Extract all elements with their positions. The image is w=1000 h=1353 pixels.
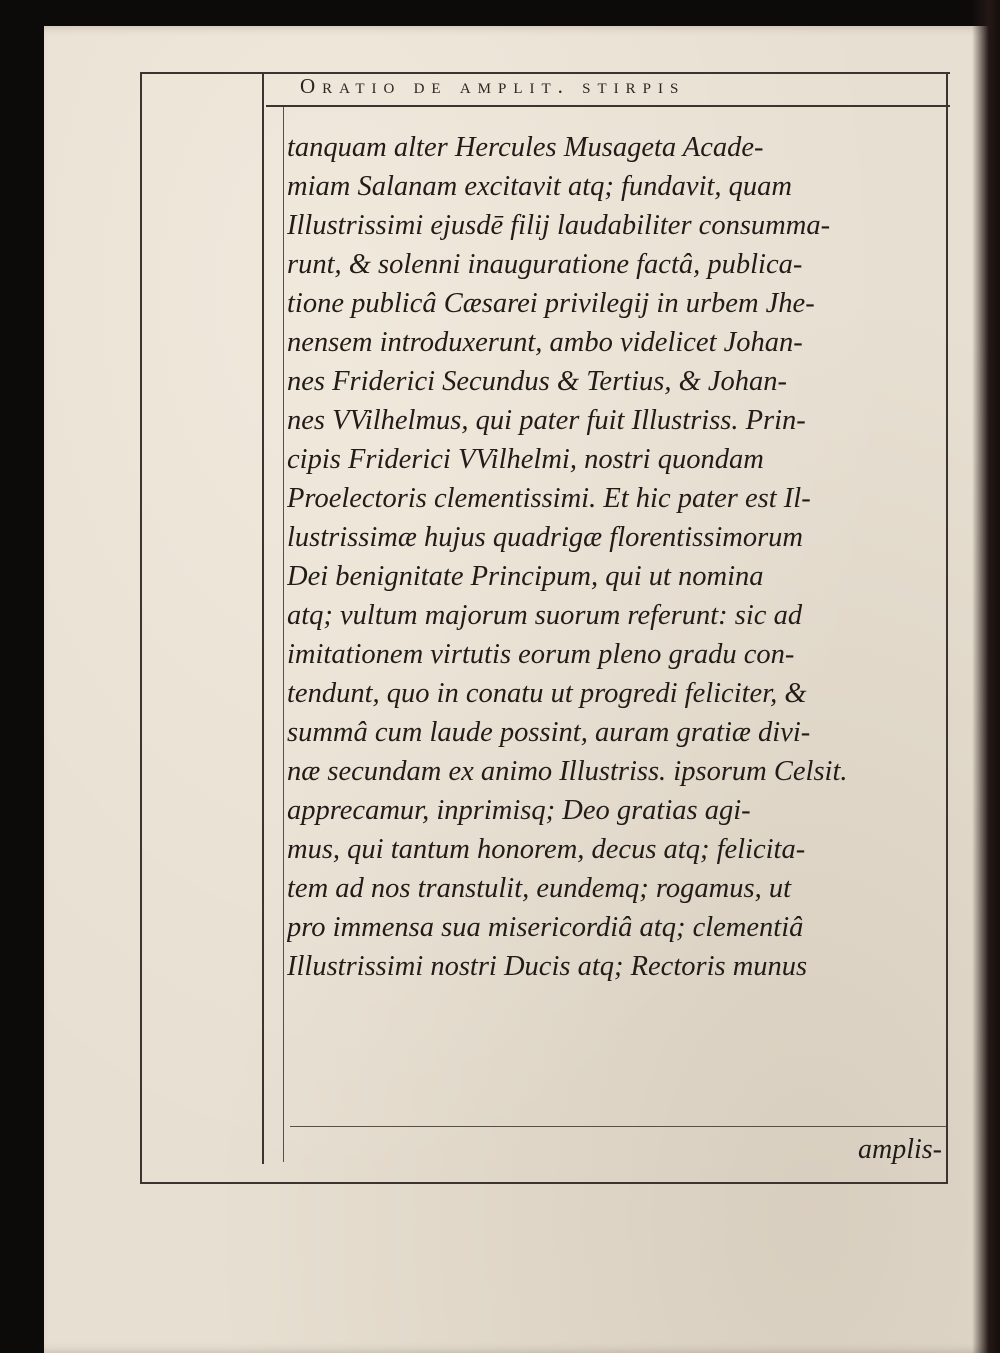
text-line: tione publicâ Cæsarei privilegij in urbem Jhe- <box>287 288 815 319</box>
text-line: miam Salanam excitavit atq; fundavit, quam <box>287 171 792 202</box>
inner-rule-left <box>262 74 264 1164</box>
text-line: nes VVilhelmus, qui pater fuit Illustriss. Prin- <box>287 405 806 436</box>
running-head: Oratio de amplit. stirpis <box>300 74 686 98</box>
page-edge-shadow <box>972 0 1000 1353</box>
text-line: Dei benignitate Principum, qui ut nomina <box>287 561 764 592</box>
text-line: nes Friderici Secundus & Tertius, & Johan- <box>287 366 788 397</box>
text-line: pro immensa sua misericordiâ atq; clementiâ <box>287 912 804 943</box>
text-line: tem ad nos transtulit, eundemq; rogamus, ut <box>287 873 792 904</box>
text-line: Illustrissimi nostri Ducis atq; Rectoris munus <box>287 951 808 982</box>
text-line: summâ cum laude possint, auram gratiæ divi- <box>287 717 811 748</box>
text-line: tendunt, quo in conatu ut progredi feliciter, & <box>287 678 807 709</box>
text-line: cipis Friderici VVilhelmi, nostri quondam <box>287 444 764 475</box>
text-line: Proelectoris clementissimi. Et hic pater est Il- <box>287 483 811 514</box>
text-line: imitationem virtutis eorum pleno gradu con- <box>287 639 795 670</box>
header-rule-bottom <box>266 105 950 107</box>
body-text <box>287 128 955 986</box>
text-line: lustrissimæ hujus quadrigæ florentissimorum <box>287 522 803 553</box>
outer-rule-bottom <box>142 1182 948 1184</box>
text-line: tanquam alter Hercules Musageta Acade- <box>287 132 764 163</box>
text-line: nensem introduxerunt, ambo videlicet Johan- <box>287 327 803 358</box>
text-line: atq; vultum majorum suorum referunt: sic ad <box>287 600 803 631</box>
catchword: amplis- <box>858 1134 942 1165</box>
text-line: apprecamur, inprimisq; Deo gratias agi- <box>287 795 751 826</box>
text-line: mus, qui tantum honorem, decus atq; felicita- <box>287 834 806 865</box>
text-line: næ secundam ex animo Illustriss. ipsorum Celsit. <box>287 756 848 787</box>
text-rule-left <box>283 107 284 1162</box>
text-rule-bottom <box>290 1126 946 1127</box>
text-line: Illustrissimi ejusdē filij laudabiliter consumma- <box>287 210 831 241</box>
text-line: runt, & solenni inauguratione factâ, publica- <box>287 249 803 280</box>
outer-rule-left <box>140 72 142 1184</box>
